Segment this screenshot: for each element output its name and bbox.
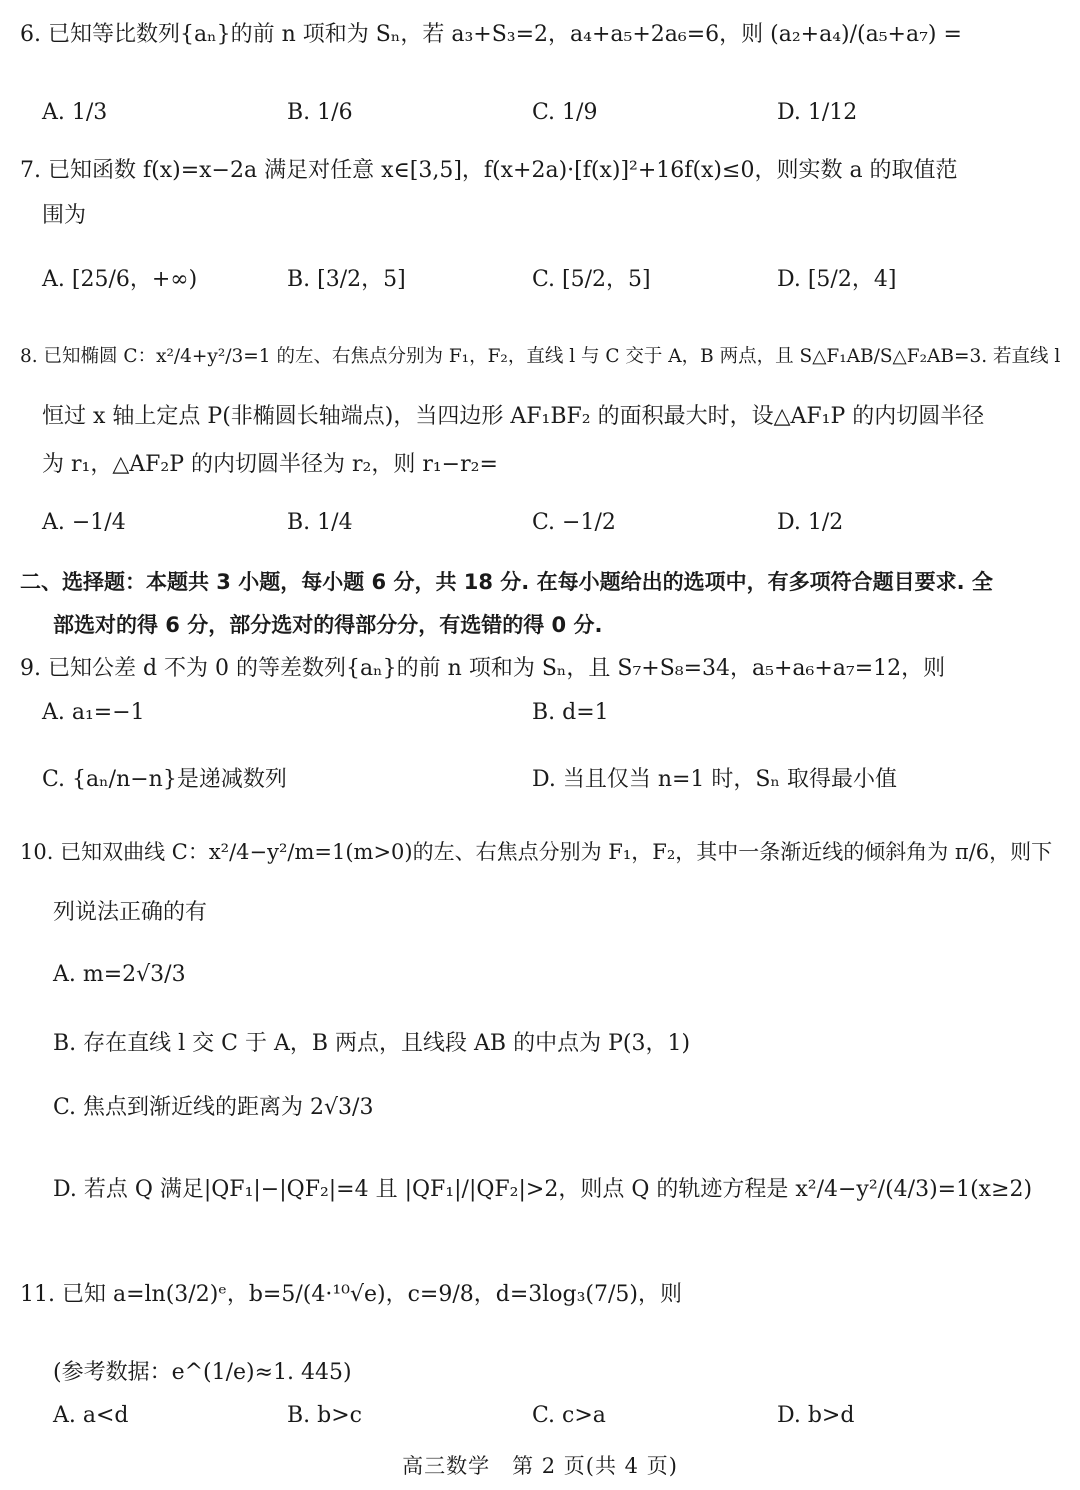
q8-stem-line3: 为 r₁，△AF₂P 的内切圆半径为 r₂，则 r₁−r₂= <box>42 452 498 477</box>
q9-option-b: B. d=1 <box>532 700 609 725</box>
q11-option-d: D. b>d <box>777 1403 855 1428</box>
q8-option-b: B. 1/4 <box>287 510 353 535</box>
q7-stem-line2: 围为 <box>42 203 87 228</box>
q10-option-b: B. 存在直线 l 交 C 于 A，B 两点，且线段 AB 的中点为 P(3，1) <box>53 1031 691 1056</box>
q6-option-b: B. 1/6 <box>287 100 353 125</box>
q10-option-a: A. m=2√3/3 <box>53 962 186 987</box>
q8-stem-line2: 恒过 x 轴上定点 P(非椭圆长轴端点)，当四边形 AF₁BF₂ 的面积最大时，设△AF₁P 的内切圆半径 <box>42 404 985 429</box>
q9-option-a: A. a₁=−1 <box>42 700 145 725</box>
q11-option-a: A. a<d <box>53 1403 129 1428</box>
q9-stem: 9. 已知公差 d 不为 0 的等差数列{aₙ}的前 n 项和为 Sₙ，且 S₇+S₈=34，a₅+a₆+a₇=12，则 <box>20 656 946 681</box>
q11-stem: 11. 已知 a=ln(3/2)ᵉ，b=5/(4·¹⁰√e)，c=9/8，d=3log₃(7/5)，则 <box>20 1282 683 1307</box>
q11-reference-note: (参考数据：e^(1/e)≈1. 445) <box>53 1360 352 1385</box>
section2-heading-line1: 二、选择题：本题共 3 小题，每小题 6 分，共 18 分. 在每小题给出的选项中，有多项符合题目要求. 全 <box>20 570 993 594</box>
q10-option-c: C. 焦点到渐近线的距离为 2√3/3 <box>53 1095 374 1120</box>
q10-option-d: D. 若点 Q 满足|QF₁|−|QF₂|=4 且 |QF₁|/|QF₂|>2，则点 Q 的轨迹方程是 x²/4−y²/(4/3)=1(x≥2) <box>53 1177 1033 1202</box>
q9-option-c: C. {aₙ/n−n}是递减数列 <box>42 767 287 792</box>
q7-stem-line1: 7. 已知函数 f(x)=x−2a 满足对任意 x∈[3,5]，f(x+2a)·[f(x)]²+16f(x)≤0，则实数 a 的取值范 <box>20 158 958 183</box>
q6-stem: 6. 已知等比数列{aₙ}的前 n 项和为 Sₙ，若 a₃+S₃=2，a₄+a₅+2a₆=6，则 (a₂+a₄)/(a₅+a₇) = <box>20 22 962 47</box>
q9-option-d: D. 当且仅当 n=1 时，Sₙ 取得最小值 <box>532 767 898 792</box>
q8-option-c: C. −1/2 <box>532 510 616 535</box>
q7-option-b: B. [3/2，5] <box>287 267 406 292</box>
q8-stem-line1: 8. 已知椭圆 C：x²/4+y²/3=1 的左、右焦点分别为 F₁，F₂，直线 l 与 C 交于 A，B 两点，且 S△F₁AB/S△F₂AB=3. 若直线 l <box>20 346 1061 367</box>
section2-heading-line2: 部选对的得 6 分，部分选对的得部分分，有选错的得 0 分. <box>53 613 603 637</box>
q6-option-a: A. 1/3 <box>42 100 108 125</box>
q8-option-d: D. 1/2 <box>777 510 844 535</box>
q6-option-c: C. 1/9 <box>532 100 598 125</box>
q10-stem-line2: 列说法正确的有 <box>53 900 208 925</box>
q11-option-b: B. b>c <box>287 1403 362 1428</box>
q8-option-a: A. −1/4 <box>42 510 126 535</box>
q6-option-d: D. 1/12 <box>777 100 858 125</box>
page-footer: 高三数学 第 2 页(共 4 页) <box>402 1454 678 1478</box>
q7-option-a: A. [25/6，+∞) <box>42 267 198 292</box>
q7-option-d: D. [5/2，4] <box>777 267 897 292</box>
q10-stem-line1: 10. 已知双曲线 C：x²/4−y²/m=1(m>0)的左、右焦点分别为 F₁，F₂，其中一条渐近线的倾斜角为 π/6，则下 <box>20 840 1053 864</box>
q11-option-c: C. c>a <box>532 1403 606 1428</box>
q7-option-c: C. [5/2，5] <box>532 267 651 292</box>
